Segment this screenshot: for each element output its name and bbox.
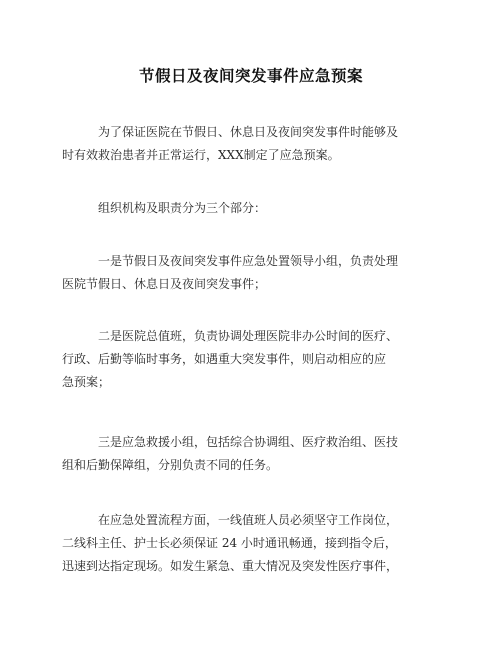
paragraph-line: 一是节假日及夜间突发事件应急处置领导小组，负责处理 (98, 254, 399, 268)
paragraph-line: 医院节假日、休息日及夜间突发事件； (62, 277, 267, 291)
paragraph-line: 组织机构及职责分为三个部分： (98, 201, 267, 215)
paragraph-line: 迅速到达指定现场。如发生紧急、重大情况及突发性医疗事件， (62, 559, 399, 573)
paragraph-line: 二线科主任、护士长必须保证 24 小时通讯畅通，接到指令后， (62, 536, 397, 550)
paragraph-line: 为了保证医院在节假日、休息日及夜间突发事件时能够及 (98, 125, 399, 139)
paragraph-line: 在应急处置流程方面，一线值班人员必须坚守工作岗位， (98, 513, 399, 527)
paragraph-line: 二是医院总值班，负责协调处理医院非办公时间的医疗、 (98, 329, 399, 343)
paragraph-part-three (62, 431, 442, 477)
paragraph-part-one (62, 250, 442, 296)
paragraph-part-two (62, 325, 442, 394)
document-title: 节假日及夜间突发事件应急预案 (138, 67, 363, 85)
paragraph-line: 急预案； (62, 375, 111, 389)
paragraph-procedure (62, 509, 442, 578)
paragraph-line: 时有效救治患者并正常运行，XXX制定了应急预案。 (62, 148, 340, 162)
paragraph-organization-intro (62, 197, 442, 220)
paragraph-line: 组和后勤保障组，分别负责不同的任务。 (62, 458, 279, 472)
paragraph-purpose (62, 121, 442, 167)
paragraph-line: 三是应急救援小组，包括综合协调组、医疗救治组、医技 (98, 435, 399, 449)
paragraph-line: 行政、后勤等临时事务，如遇重大突发事件，则启动相应的应 (62, 352, 387, 366)
